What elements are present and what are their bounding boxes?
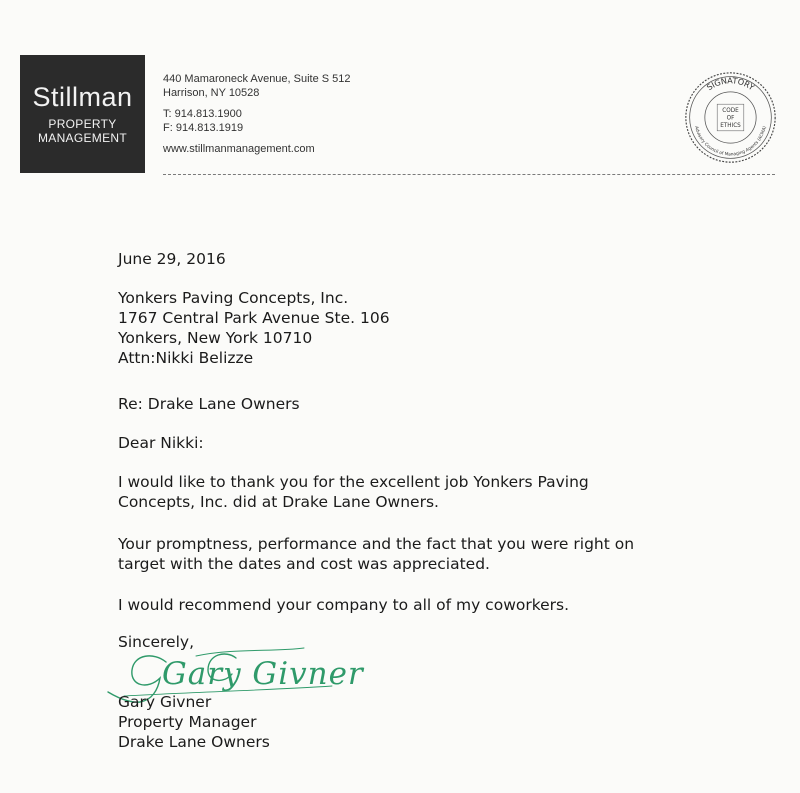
paragraph3: I would recommend your company to all of my coworkers. [118, 596, 570, 614]
recipient-city: Yonkers, New York 10710 [118, 329, 313, 347]
signer-title: Property Manager [118, 713, 257, 731]
closing: Sincerely, [118, 633, 195, 651]
signature-text: Gary Givner [162, 656, 364, 692]
address-line1: 440 Mamaroneck Avenue, Suite S 512 [163, 73, 351, 85]
signer-name: Gary Givner [118, 693, 212, 711]
fax-number: F: 914.813.1919 [163, 122, 244, 134]
logo-subtitle-line2: MANAGEMENT [37, 131, 127, 145]
website-link[interactable]: www.stillmanmanagement.com [163, 143, 315, 155]
seal-bottom-text: Advisory Council of Managing Agents (ACMA) [693, 125, 768, 158]
phone-number: T: 914.813.1900 [163, 108, 242, 120]
paragraph1-line2: Concepts, Inc. did at Drake Lane Owners. [118, 493, 439, 511]
salutation: Dear Nikki: [118, 434, 204, 452]
recipient-attention: Attn:Nikki Belizze [118, 349, 254, 367]
recipient-street: 1767 Central Park Avenue Ste. 106 [118, 309, 390, 327]
seal-top-text: SIGNATORY [705, 76, 756, 93]
paragraph2-line2: target with the dates and cost was appreciated. [118, 555, 490, 573]
seal-center-line2: OF [726, 115, 735, 122]
signer-organization: Drake Lane Owners [118, 733, 270, 751]
subject-line: Re: Drake Lane Owners [118, 395, 300, 413]
logo-subtitle-line1: PROPERTY [48, 117, 117, 131]
address-line2: Harrison, NY 10528 [163, 87, 260, 99]
letter-date: June 29, 2016 [118, 250, 226, 268]
seal-center-line3: ETHICS [720, 123, 741, 129]
company-logo [20, 55, 145, 173]
code-of-ethics-seal [683, 70, 778, 165]
header-divider [163, 174, 775, 175]
logo-name: Stillman [32, 82, 133, 112]
recipient-company: Yonkers Paving Concepts, Inc. [118, 289, 349, 307]
paragraph1-line1: I would like to thank you for the excellent job Yonkers Paving [118, 473, 589, 491]
seal-center-line1: CODE [722, 107, 739, 114]
paragraph2-line1: Your promptness, performance and the fact that you were right on [118, 535, 635, 553]
